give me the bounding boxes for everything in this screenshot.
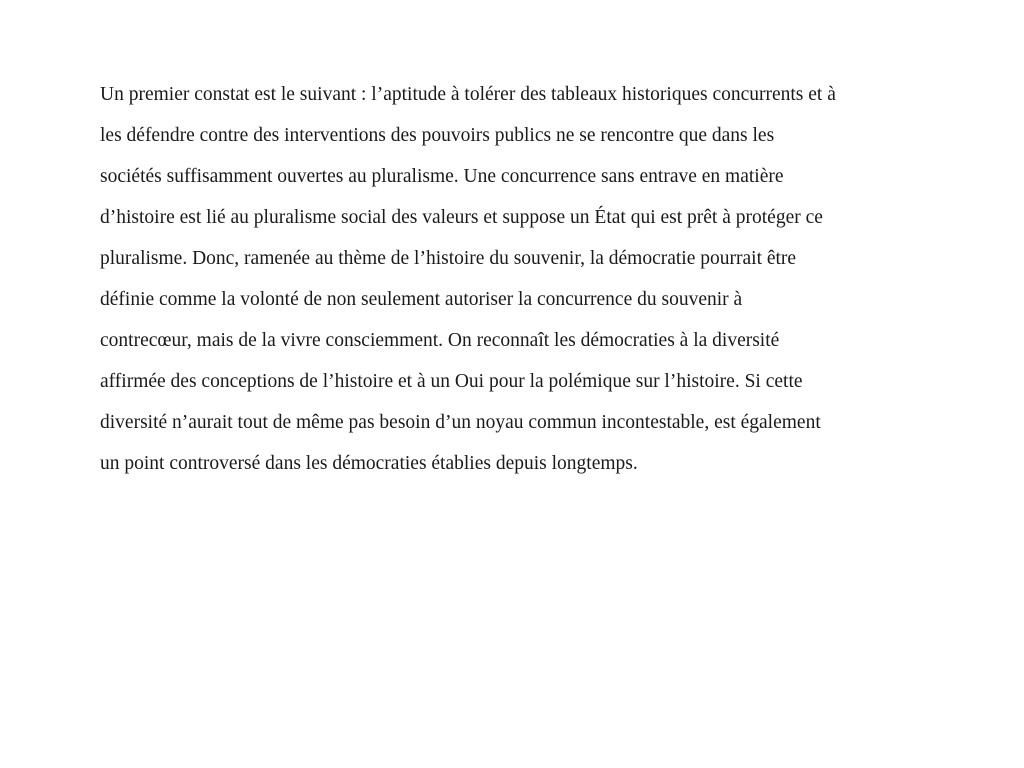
paragraph-line-8: affirmée des conceptions de l’histoire et à un Oui pour la polémique sur l’histoire. Si cette xyxy=(100,371,803,392)
paragraph-line-9: diversité n’aurait tout de même pas besoin d’un noyau commun incontestable, est également xyxy=(100,412,821,433)
paragraph-line-3: sociétés suffisamment ouvertes au pluralisme. Une concurrence sans entrave en matière xyxy=(100,166,784,187)
paragraph-line-4: d’histoire est lié au pluralisme social des valeurs et suppose un État qui est prêt à protéger ce xyxy=(100,207,823,228)
paragraph-line-1: Un premier constat est le suivant : l’aptitude à tolérer des tableaux historiques concurrents et à xyxy=(100,84,836,105)
paragraph-line-10: un point controversé dans les démocraties établies depuis longtemps. xyxy=(100,453,638,474)
paragraph xyxy=(100,74,980,484)
paragraph-line-5: pluralisme. Donc, ramenée au thème de l’histoire du souvenir, la démocratie pourrait être xyxy=(100,248,797,269)
paragraph-line-7: contrecœur, mais de la vivre consciemment. On reconnaît les démocraties à la diversité xyxy=(100,330,780,351)
paragraph-line-2: les défendre contre des interventions des pouvoirs publics ne se rencontre que dans les xyxy=(100,125,775,146)
paragraph-line-6: définie comme la volonté de non seulement autoriser la concurrence du souvenir à xyxy=(100,289,743,310)
